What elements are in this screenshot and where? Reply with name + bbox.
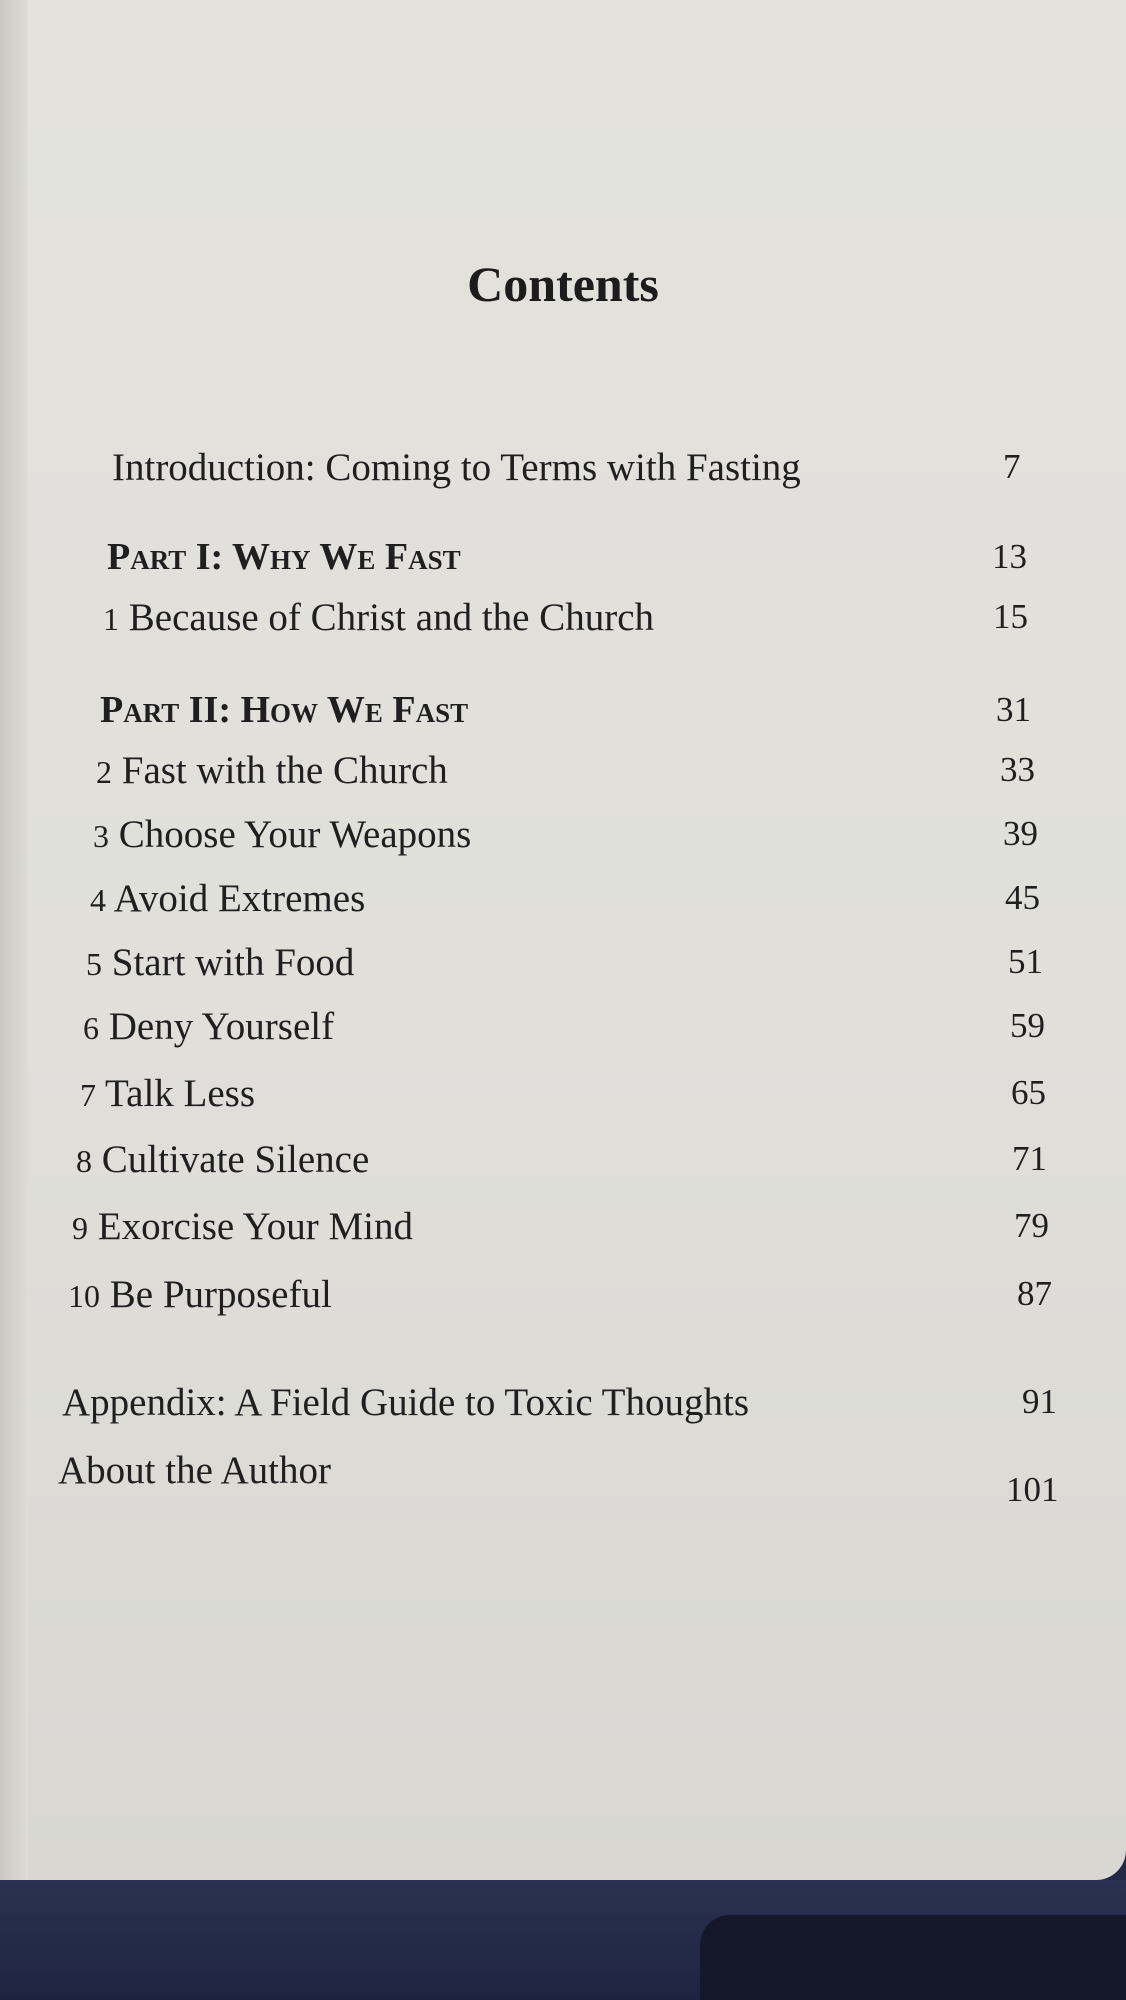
entry-number: 3	[93, 818, 109, 854]
entry-number: 9	[72, 1210, 88, 1246]
entry-title: Coming to Terms with Fasting	[325, 446, 801, 489]
entry-title: Fast with the Church	[121, 749, 448, 792]
entry-title: Why We Fast	[232, 536, 461, 578]
entry-prefix: Appendix:	[62, 1381, 227, 1424]
entry-page: 33	[1000, 750, 1035, 789]
toc-entry-chapter-8	[0, 1137, 1126, 1193]
entry-title: How We Fast	[240, 689, 469, 731]
toc-entry-chapter-5	[0, 940, 1126, 996]
entry-number: 1	[103, 601, 119, 637]
entry-number: 5	[86, 946, 102, 982]
entry-title: Choose Your Weapons	[118, 813, 472, 856]
toc-entry-chapter-10	[0, 1272, 1126, 1328]
entry-page: 15	[993, 597, 1028, 636]
entry-page: 91	[1022, 1382, 1057, 1421]
entry-title: Exorcise Your Mind	[97, 1205, 414, 1248]
entry-page: 39	[1003, 814, 1038, 853]
entry-number: 8	[76, 1143, 92, 1179]
toc-entry-chapter-7	[0, 1071, 1126, 1127]
entry-page: 31	[996, 690, 1031, 729]
entry-number: 4	[90, 882, 106, 918]
entry-title: Deny Yourself	[108, 1005, 335, 1048]
entry-number: 6	[83, 1010, 99, 1046]
entry-page: 87	[1017, 1274, 1052, 1313]
entry-page: 51	[1008, 942, 1043, 981]
entry-title: Because of Christ and the Church	[128, 596, 655, 639]
entry-page: 65	[1011, 1073, 1046, 1112]
entry-number: 7	[80, 1077, 96, 1113]
entry-title: Avoid Extremes	[113, 877, 366, 920]
background-shadow	[700, 1915, 1126, 2000]
toc-entry-chapter-9	[0, 1204, 1126, 1260]
toc-entry-about-author	[0, 1448, 1126, 1509]
entry-page: 59	[1010, 1006, 1045, 1045]
entry-page: 79	[1014, 1206, 1049, 1245]
entry-title: About the Author	[58, 1449, 331, 1492]
entry-page: 71	[1012, 1139, 1047, 1178]
entry-prefix: Part I:	[107, 536, 224, 578]
entry-title: Cultivate Silence	[101, 1138, 370, 1181]
toc-entry-appendix	[0, 1380, 1126, 1436]
toc-entry-chapter-2	[0, 748, 1126, 804]
entry-title: Talk Less	[105, 1072, 256, 1115]
toc-entry-introduction	[0, 445, 1126, 501]
toc-entry-chapter-6	[0, 1004, 1126, 1060]
toc-entry-chapter-3	[0, 812, 1126, 868]
toc-entry-chapter-1	[0, 595, 1126, 651]
toc-entry-part-1	[0, 535, 1126, 591]
toc-entry-part-2	[0, 688, 1126, 744]
entry-title: A Field Guide to Toxic Thoughts	[234, 1381, 750, 1424]
toc-entry-chapter-4	[0, 876, 1126, 932]
entry-number: 2	[96, 754, 112, 790]
entry-page: 101	[1006, 1470, 1059, 1509]
page-title: Contents	[467, 256, 659, 312]
entry-title: Start with Food	[111, 941, 355, 984]
entry-title: Be Purposeful	[109, 1273, 332, 1316]
entry-number: 10	[68, 1278, 100, 1314]
entry-page: 13	[992, 537, 1027, 576]
entry-prefix: Part II:	[100, 689, 231, 731]
entry-page: 7	[1003, 447, 1021, 486]
entry-page: 45	[1005, 878, 1040, 917]
entry-prefix: Introduction:	[112, 446, 316, 489]
